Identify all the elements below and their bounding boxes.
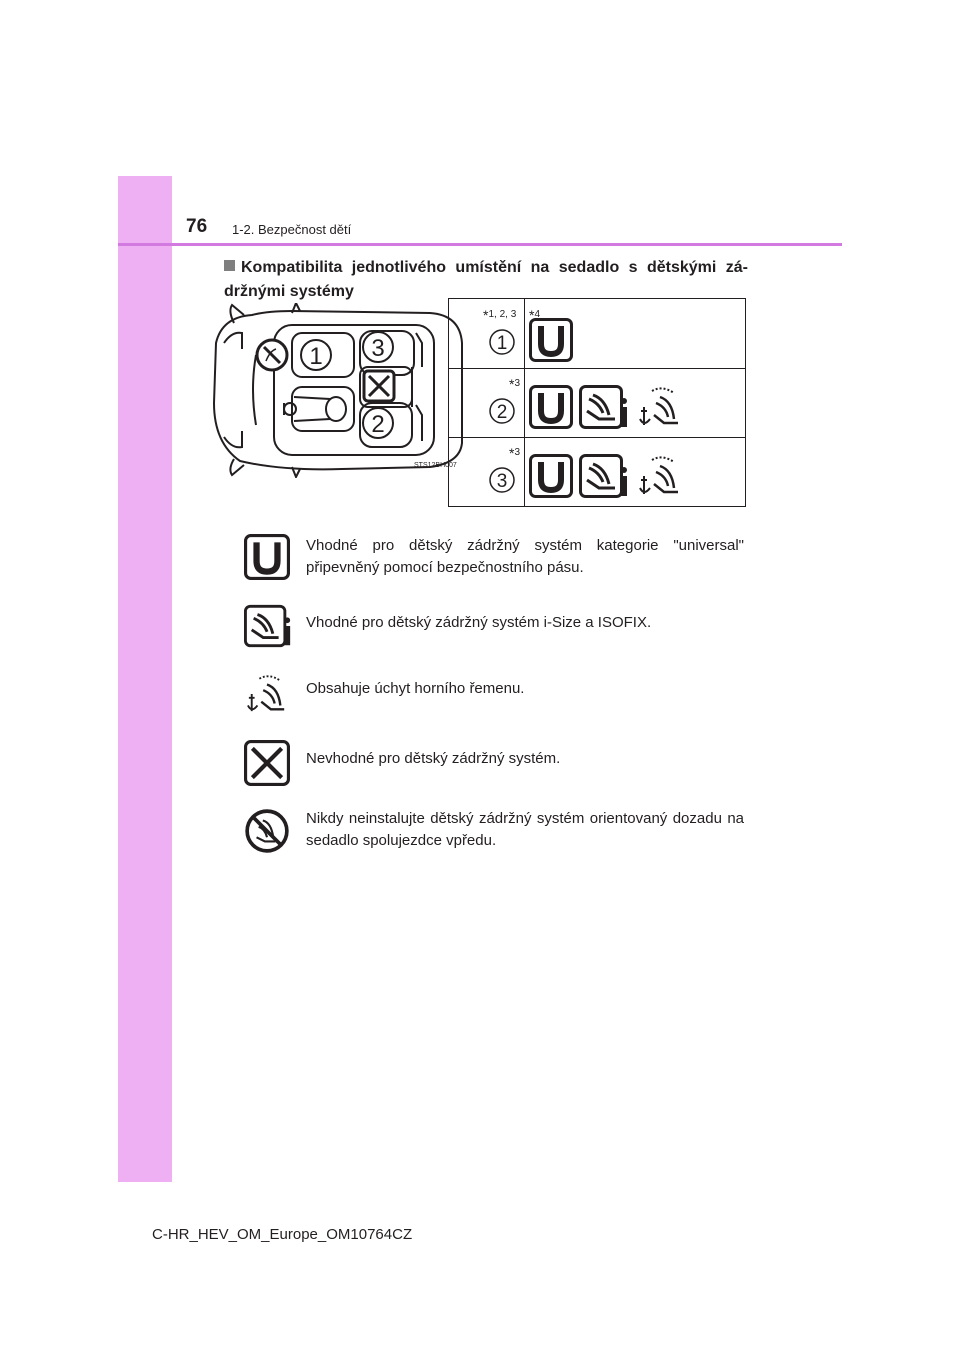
legend-item-no-rear-facing xyxy=(244,808,748,856)
footer-code: C-HR_HEV_OM_Europe_OM10764CZ xyxy=(152,1226,413,1243)
svg-text:2: 2 xyxy=(496,402,508,423)
heading-text: Kompatibilita jednotlivého umístění na sedadlo s dětskými zá-držnými systémy xyxy=(224,259,748,300)
not-suitable-icon xyxy=(244,740,290,786)
seat-number-circle xyxy=(488,397,516,425)
table-row xyxy=(449,437,745,506)
footnote-ref: *4 xyxy=(529,307,541,323)
legend-text: Vhodné pro dětský zádržný systém i-Size a ISOFIX. xyxy=(306,614,652,631)
footnote-ref: *3 xyxy=(509,376,521,392)
legend-text: Obsahuje úchyt horního řemenu. xyxy=(306,680,525,697)
isize-icon xyxy=(244,603,294,649)
square-bullet-icon xyxy=(224,260,235,271)
table-cell-seat xyxy=(449,368,525,437)
legend-item-universal xyxy=(244,534,748,582)
universal-icon xyxy=(529,454,573,498)
top-tether-icon xyxy=(244,673,290,715)
image-code: STS12BH007 xyxy=(414,462,457,469)
legend-item-top-tether xyxy=(244,673,748,717)
table-row xyxy=(449,368,745,438)
svg-text:3: 3 xyxy=(496,471,508,492)
heading xyxy=(224,256,748,304)
seat-label-2: 2 xyxy=(371,411,385,438)
table-row xyxy=(449,299,745,369)
header-rule xyxy=(118,243,842,246)
seat-number-circle xyxy=(488,466,516,494)
legend-text: Nikdy neinstalujte dětský zádržný systém orientovaný dozadu na sedadlo spolujezdce vpředu. xyxy=(306,810,744,849)
universal-icon xyxy=(529,318,573,362)
footnote-ref: *3 xyxy=(509,445,521,461)
table-cell-icons xyxy=(529,318,575,367)
svg-text:1: 1 xyxy=(496,333,508,354)
car-seat-diagram xyxy=(212,303,468,478)
page-number: 76 xyxy=(186,216,208,237)
table-cell-seat xyxy=(449,299,525,368)
seat-label-1: 1 xyxy=(309,343,323,370)
section-title: 1-2. Bezpečnost dětí xyxy=(232,222,352,237)
legend-text: Vhodné pro dětský zádržný systém kategorie "universal" připevněný pomocí bezpečnostního pásu. xyxy=(306,537,744,576)
isize-icon xyxy=(579,385,631,429)
top-tether-icon xyxy=(638,385,682,429)
seat-label-3: 3 xyxy=(371,335,385,362)
table-cell-icons xyxy=(529,454,684,503)
no-rear-facing-icon xyxy=(257,340,287,370)
universal-icon xyxy=(244,534,290,580)
table-cell-seat xyxy=(449,437,525,506)
legend-text: Nevhodné pro dětský zádržný systém. xyxy=(306,750,561,767)
seat-number-circle xyxy=(488,328,516,356)
legend-item-isize xyxy=(244,603,748,651)
footnote-ref: *1, 2, 3 xyxy=(483,307,517,323)
legend-item-not-suitable xyxy=(244,740,748,786)
universal-icon xyxy=(529,385,573,429)
no-rear-facing-icon xyxy=(244,808,290,854)
not-suitable-icon xyxy=(364,371,394,401)
table-cell-icons xyxy=(529,385,684,434)
top-tether-icon xyxy=(638,454,682,498)
sidebar-tab xyxy=(118,176,172,1182)
isize-icon xyxy=(579,454,631,498)
compatibility-table xyxy=(448,298,746,507)
